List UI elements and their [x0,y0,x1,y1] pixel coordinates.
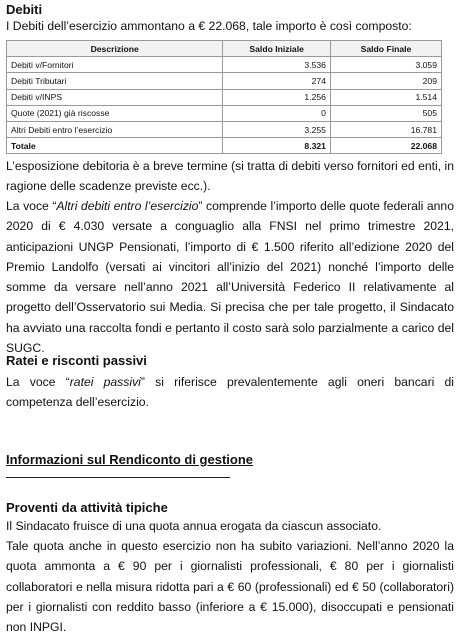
header-descrizione: Descrizione [7,41,223,57]
section-title-ratei: Ratei e risconti passivi [6,353,147,368]
debiti-intro: I Debiti dell’esercizio ammontano a € 22.068, tale importo è così composto: [6,19,412,33]
row-final: 209 [330,73,441,89]
altri-suffix: ” comprende l’importo delle quote federali anno 2020 di € 4.030 versate a conguaglio alla FNSI nel primo trimestre 2021, anticipazioni UNGP Pensionati, l’importo di € 1.500 riferito all’edizione 2020 del Premio Landolfo (versati ai vincitori all’inizio del 2021) nonché l’importo delle somme da versare nell’anno 2021 all’Università Federico II relativamente al progetto dell’Osservatorio sui Media. Si precisa che per tale progetto, il Sindacato ha avviato una raccolta fondi e pertanto il costo sarà solo parzialmente a carico del SUGC. [6,199,454,356]
row-initial: 3.536 [223,57,331,73]
row-final: 1.514 [330,89,441,105]
paragraph-ratei [6,372,454,413]
paragraph-proventi: Tale quota anche in questo esercizio non ha subito variazioni. Nell’anno 2020 la quota ammonta a € 90 per i giornalisti professionali, € 80 per i giornalisti collaboratori e nella misura ridotta pari a € 60 (professionali) ed € 50 (collaboratori) per i giornalisti con reddito basso (inferiore a € 15.000), disoccupati e pensionati non INPGI. [6,539,454,635]
row-final: 505 [330,105,441,121]
table-header-row [7,41,442,57]
row-label: Debiti v/INPS [7,89,223,105]
paragraph-esposizione: L’esposizione debitoria è a breve termine (si tratta di debiti verso fornitori ed enti, in ragione delle scadenze previste ecc.). [6,159,454,194]
debiti-table [6,40,442,154]
altri-prefix: La voce “ [6,199,57,213]
row-label: Quote (2021) già riscosse [7,105,223,121]
table-row [7,105,442,121]
ratei-emphasis: ratei passivi [69,375,141,389]
row-final: 16.781 [330,121,441,137]
total-initial: 8.321 [223,138,331,154]
table-row [7,57,442,73]
total-final: 22.068 [330,138,441,154]
proventi-line1: Il Sindacato fruisce di una quota annua erogata da ciascun associato. [6,519,382,533]
total-label: Totale [7,138,223,154]
table-row [7,89,442,105]
table-row [7,121,442,137]
row-final: 3.059 [330,57,441,73]
altri-emphasis: Altri debiti entro l’esercizio [56,199,199,213]
row-label: Altri Debiti entro l’esercizio [7,121,223,137]
section-title-debiti: Debiti [6,2,43,17]
row-initial: 0 [223,105,331,121]
ratei-prefix: La voce “ [6,375,70,389]
table-row [7,73,442,89]
section-title-proventi: Proventi da attività tipiche [6,500,168,515]
row-initial: 1.256 [223,89,331,105]
header-saldo-iniziale: Saldo Iniziale [223,41,331,57]
paragraph-altri-debiti [6,196,454,358]
table-total-row [7,138,442,154]
ratei-suffix: ” si riferisce prevalentemente agli oneri bancari di competenza dell’esercizio. [6,375,455,410]
header-saldo-finale: Saldo Finale [330,41,441,57]
row-label: Debiti Tributari [7,73,223,89]
section-title-informazioni: Informazioni sul Rendiconto di gestione [6,452,254,467]
row-initial: 3.255 [223,121,331,137]
row-initial: 274 [223,73,331,89]
row-label: Debiti v/Fornitori [7,57,223,73]
section-rule [6,477,230,478]
